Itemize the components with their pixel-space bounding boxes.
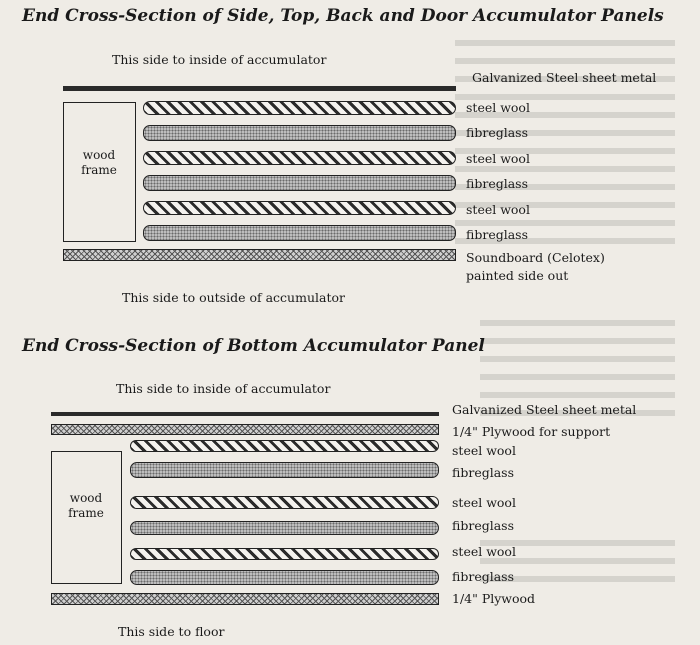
panel2-label-steel-wool-1: steel wool [452,443,516,458]
panel1-label-soundboard-note: painted side out [466,268,569,283]
panel1-title: End Cross-Section of Side, Top, Back and Door Accumulator Panels [22,6,664,26]
panel2-label-plywood-bottom: 1/4" Plywood [452,591,536,606]
panel2-label-sheet-metal: Galvanized Steel sheet metal [452,402,637,417]
panel1-sheet-metal [63,86,456,91]
panel1-label-fibreglass-3: fibreglass [466,227,528,242]
panel2-plywood-bottom [51,593,439,605]
panel2-fibreglass-3 [130,570,439,585]
panel2-steel-wool-3 [130,548,439,560]
panel2-label-fibreglass-3: fibreglass [452,569,514,584]
panel2-label-plywood-support: 1/4" Plywood for support [452,424,611,439]
panel2-fibreglass-2 [130,521,439,535]
panel1-label-steel-wool-1: steel wool [466,100,530,115]
panel1-label-fibreglass-1: fibreglass [466,125,528,140]
panel2-label-steel-wool-2: steel wool [452,495,516,510]
panel1-label-soundboard: Soundboard (Celotex) [466,250,605,265]
panel1-label-fibreglass-2: fibreglass [466,176,528,191]
panel2-steel-wool-2 [130,496,439,509]
panel2-sheet-metal [51,412,439,416]
panel1-fibreglass-2 [143,175,456,191]
panel2-inside-label: This side to inside of accumulator [116,381,331,396]
panel2-label-fibreglass-2: fibreglass [452,518,514,533]
panel1-label-steel-wool-3: steel wool [466,202,530,217]
panel1-outside-label: This side to outside of accumulator [122,290,345,305]
panel1-fibreglass-1 [143,125,456,141]
panel2-title: End Cross-Section of Bottom Accumulator Panel [22,336,485,356]
panel1-steel-wool-2 [143,151,456,165]
panel2-label-steel-wool-3: steel wool [452,544,516,559]
panel2-plywood-support [51,424,439,435]
panel1-fibreglass-3 [143,225,456,241]
panel2-wood-frame-label: wood frame [68,491,104,520]
panel1-label-sheet-metal: Galvanized Steel sheet metal [472,70,657,85]
panel1-steel-wool-3 [143,201,456,215]
panel1-wood-frame-label: wood frame [81,148,117,177]
panel1-label-steel-wool-2: steel wool [466,151,530,166]
panel1-soundboard [63,249,456,261]
panel2-label-fibreglass-1: fibreglass [452,465,514,480]
panel2-floor-label: This side to floor [118,624,225,639]
panel1-steel-wool-1 [143,101,456,115]
panel1-inside-label: This side to inside of accumulator [112,52,327,67]
panel2-steel-wool-1 [130,440,439,452]
panel2-fibreglass-1 [130,462,439,478]
